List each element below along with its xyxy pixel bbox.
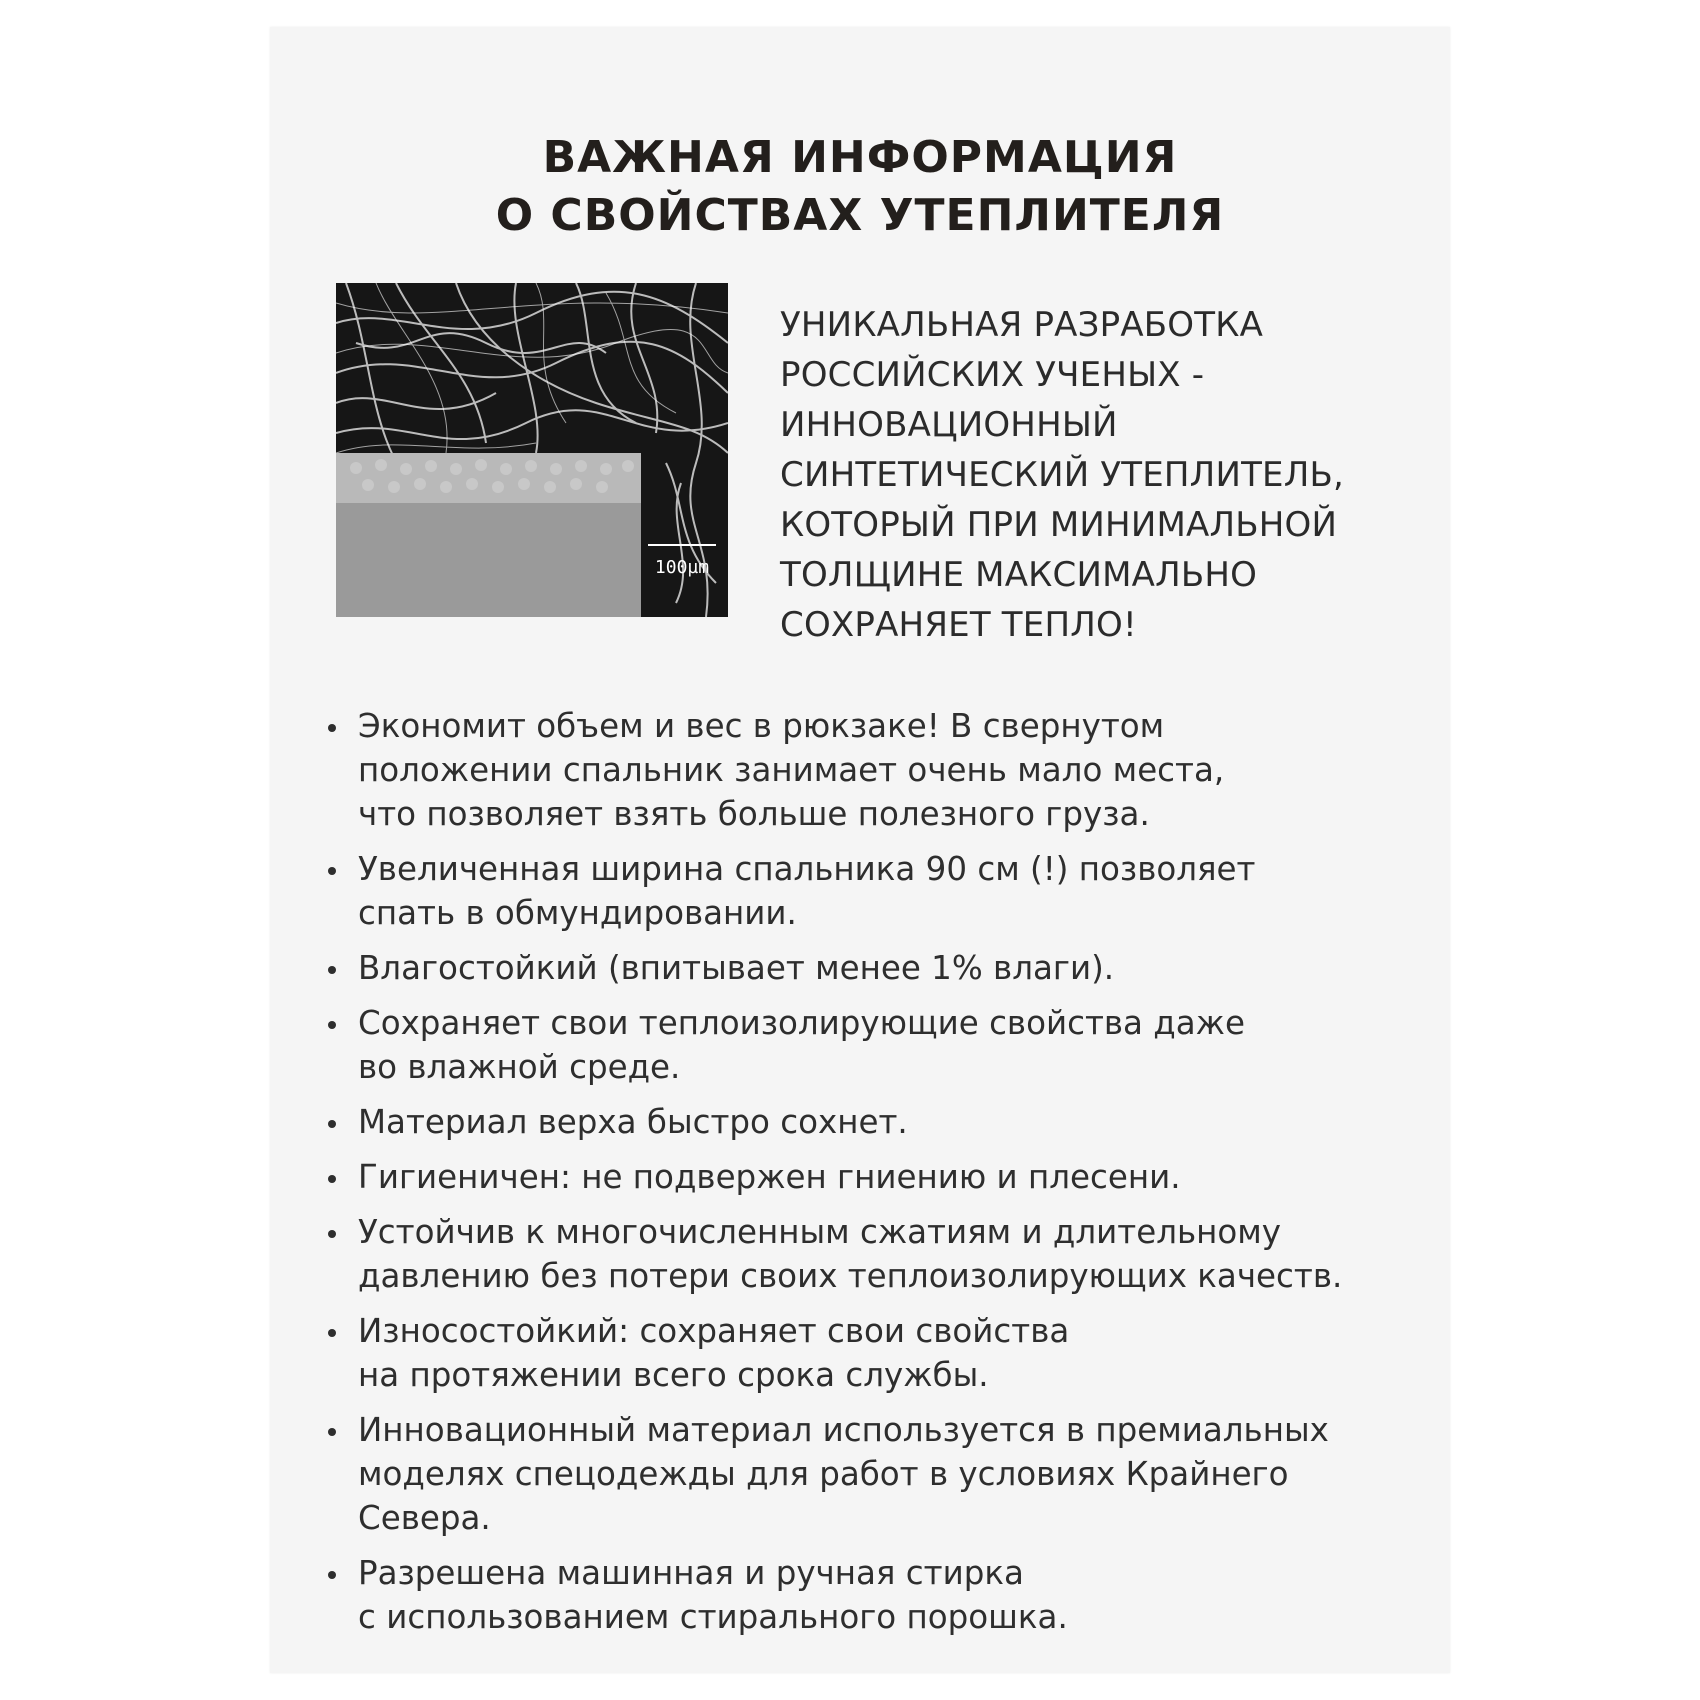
list-item bbox=[328, 1155, 1438, 1199]
intro-line: СИНТЕТИЧЕСКИЙ УТЕПЛИТЕЛЬ, bbox=[780, 455, 1345, 495]
scale-label: 100µm bbox=[654, 557, 710, 578]
list-item-line: Экономит объем и вес в рюкзаке! В свернутом bbox=[358, 707, 1165, 745]
list-item-line: что позволяет взять больше полезного груза. bbox=[358, 795, 1150, 833]
list-item bbox=[328, 847, 1438, 935]
page-title bbox=[270, 129, 1450, 245]
info-sheet bbox=[270, 27, 1450, 1673]
list-item-line: моделях спецодежды для работ в условиях Крайнего bbox=[358, 1455, 1289, 1493]
intro-line: СОХРАНЯЕТ ТЕПЛО! bbox=[780, 605, 1137, 645]
list-item-line: Разрешена машинная и ручная стирка bbox=[358, 1554, 1024, 1592]
list-item-line: Увеличенная ширина спальника 90 см (!) позволяет bbox=[358, 850, 1256, 888]
intro-text bbox=[780, 300, 1430, 650]
bullet-icon bbox=[328, 1230, 336, 1238]
bullet-icon bbox=[328, 1428, 336, 1436]
fiber-image bbox=[336, 283, 728, 617]
list-item-line: Износостойкий: сохраняет свои свойства bbox=[358, 1312, 1070, 1350]
intro-line: УНИКАЛЬНАЯ РАЗРАБОТКА bbox=[780, 305, 1264, 345]
list-item-line: с использованием стирального порошка. bbox=[358, 1598, 1068, 1636]
fiber-microscope-photo bbox=[336, 283, 728, 617]
bullet-icon bbox=[328, 1571, 336, 1579]
list-item bbox=[328, 1100, 1438, 1144]
list-item-line: Инновационный материал используется в премиальных bbox=[358, 1411, 1329, 1449]
list-item-line: Материал верха быстро сохнет. bbox=[358, 1103, 908, 1141]
bullet-icon bbox=[328, 867, 336, 875]
list-item-line: Влагостойкий (впитывает менее 1% влаги). bbox=[358, 949, 1115, 987]
list-item bbox=[328, 1408, 1438, 1540]
title-line-2: О СВОЙСТВАХ УТЕПЛИТЕЛЯ bbox=[495, 190, 1225, 241]
list-item-line: Севера. bbox=[358, 1499, 491, 1537]
bullet-icon bbox=[328, 1120, 336, 1128]
list-item bbox=[328, 704, 1438, 836]
features-list bbox=[328, 704, 1438, 1650]
list-item-line: спать в обмундировании. bbox=[358, 894, 797, 932]
list-item bbox=[328, 1001, 1438, 1089]
list-item bbox=[328, 1210, 1438, 1298]
intro-line: ТОЛЩИНЕ МАКСИМАЛЬНО bbox=[780, 555, 1258, 595]
bullet-icon bbox=[328, 1175, 336, 1183]
intro-line: КОТОРЫЙ ПРИ МИНИМАЛЬНОЙ bbox=[780, 505, 1338, 545]
bullet-icon bbox=[328, 966, 336, 974]
list-item-line: Устойчив к многочисленным сжатиям и длительному bbox=[358, 1213, 1282, 1251]
list-item-line: Гигиеничен: не подвержен гниению и плесени. bbox=[358, 1158, 1181, 1196]
list-item bbox=[328, 946, 1438, 990]
list-item-line: давлению без потери своих теплоизолирующих качеств. bbox=[358, 1257, 1343, 1295]
intro-line: РОССИЙСКИХ УЧЕНЫХ - bbox=[780, 355, 1205, 395]
intro-line: ИННОВАЦИОННЫЙ bbox=[780, 405, 1118, 445]
list-item-line: положении спальник занимает очень мало места, bbox=[358, 751, 1225, 789]
list-item-line: на протяжении всего срока службы. bbox=[358, 1356, 989, 1394]
list-item bbox=[328, 1309, 1438, 1397]
list-item-line: Сохраняет свои теплоизолирующие свойства даже bbox=[358, 1004, 1245, 1042]
bullet-icon bbox=[328, 724, 336, 732]
title-line-1: ВАЖНАЯ ИНФОРМАЦИЯ bbox=[542, 132, 1178, 183]
bullet-icon bbox=[328, 1021, 336, 1029]
list-item-line: во влажной среде. bbox=[358, 1048, 681, 1086]
list-item bbox=[328, 1551, 1438, 1639]
bullet-icon bbox=[328, 1329, 336, 1337]
